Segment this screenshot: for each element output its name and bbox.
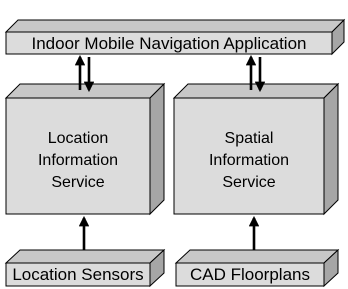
spatial-information-service-box [174, 84, 338, 214]
application-bar-label: Indoor Mobile Navigation Application [31, 34, 307, 53]
location-service-line-3: Service [51, 174, 105, 191]
location-service-line-1: Location [47, 130, 109, 147]
spatial-service-line-3: Service [222, 174, 276, 191]
spatial-service-line-2: Information [208, 152, 290, 169]
spatial-service-line-1: Spatial [224, 130, 274, 147]
location-service-line-2: Information [37, 152, 119, 169]
location-information-service-box [6, 84, 164, 214]
cad-floorplans-label: CAD Floorplans [190, 265, 310, 284]
cad-floorplans-bar [176, 250, 338, 286]
location-sensors-label: Location Sensors [12, 265, 144, 284]
location-sensors-bar [6, 250, 164, 286]
application-bar [6, 20, 344, 54]
